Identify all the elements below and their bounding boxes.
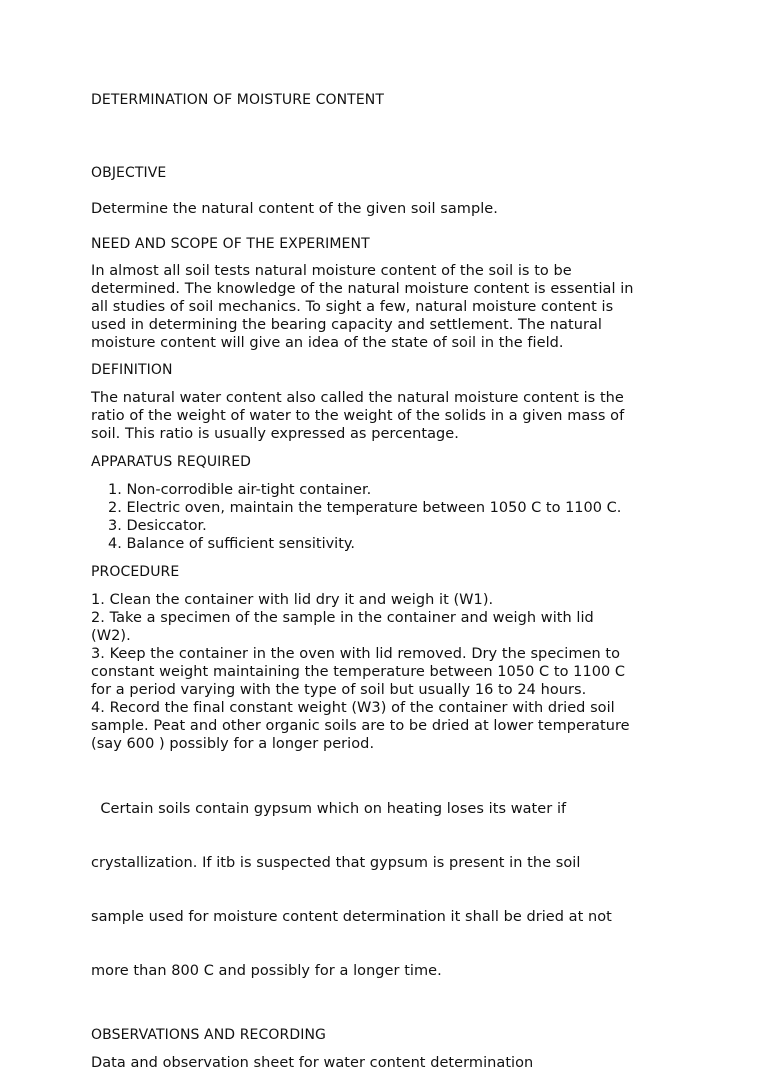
text-line: 2. Take a specimen of the sample in the container and weigh with lid <box>91 610 594 626</box>
text-line: used in determining the bearing capacity and settlement. The natural <box>91 317 602 333</box>
definition-heading: DEFINITION <box>91 362 173 378</box>
text-line: 3. Keep the container in the oven with lid removed. Dry the specimen to <box>91 646 621 662</box>
text-line: sample. Peat and other organic soils are to be dried at lower temperature <box>91 718 630 734</box>
text-line: sample used for moisture content determination it shall be dried at not <box>91 909 612 925</box>
procedure-heading: PROCEDURE <box>91 564 180 580</box>
gypsum-note <box>91 764 691 1016</box>
text-line: (say 600 ) possibly for a longer period. <box>91 736 375 752</box>
apparatus-list <box>91 481 691 553</box>
text-line: (W2). <box>91 628 131 644</box>
list-item: 4. Balance of sufficient sensitivity. <box>108 536 356 552</box>
text-line: crystallization. If itb is suspected that gypsum is present in the soil <box>91 855 581 871</box>
text-line: ratio of the weight of water to the weight of the solids in a given mass of <box>91 408 625 424</box>
definition-paragraph <box>91 389 691 443</box>
objective-text: Determine the natural content of the given soil sample. <box>91 201 498 217</box>
text-line: for a period varying with the type of soil but usually 16 to 24 hours. <box>91 682 587 698</box>
list-item: 3. Desiccator. <box>108 518 207 534</box>
list-item: 1. Non-corrodible air-tight container. <box>108 482 372 498</box>
text-line: all studies of soil mechanics. To sight a few, natural moisture content is <box>91 299 614 315</box>
text-line: The natural water content also called the natural moisture content is the <box>91 390 624 406</box>
need-scope-paragraph <box>91 262 691 352</box>
text-line: In almost all soil tests natural moisture content of the soil is to be <box>91 263 572 279</box>
list-item: 2. Electric oven, maintain the temperature between 1050 C to 1100 C. <box>108 500 622 516</box>
text-line: determined. The knowledge of the natural moisture content is essential in <box>91 281 634 297</box>
need-scope-heading: NEED AND SCOPE OF THE EXPERIMENT <box>91 236 370 252</box>
procedure-steps <box>91 591 691 753</box>
observations-heading: OBSERVATIONS AND RECORDING <box>91 1027 326 1043</box>
text-line: 1. Clean the container with lid dry it and weigh it (W1). <box>91 592 494 608</box>
text-line: soil. This ratio is usually expressed as percentage. <box>91 426 459 442</box>
text-line: constant weight maintaining the temperature between 1050 C to 1100 C <box>91 664 626 680</box>
document-body <box>91 91 691 1072</box>
text-line: 4. Record the final constant weight (W3) of the container with dried soil <box>91 700 615 716</box>
apparatus-heading: APPARATUS REQUIRED <box>91 454 252 470</box>
observations-text: Data and observation sheet for water content determination <box>91 1055 534 1071</box>
objective-heading: OBJECTIVE <box>91 165 167 181</box>
text-line: moisture content will give an idea of the state of soil in the field. <box>91 335 564 351</box>
document-title: DETERMINATION OF MOISTURE CONTENT <box>91 92 384 108</box>
text-line: more than 800 C and possibly for a longer time. <box>91 963 442 979</box>
text-line: Certain soils contain gypsum which on heating loses its water if <box>91 801 567 817</box>
